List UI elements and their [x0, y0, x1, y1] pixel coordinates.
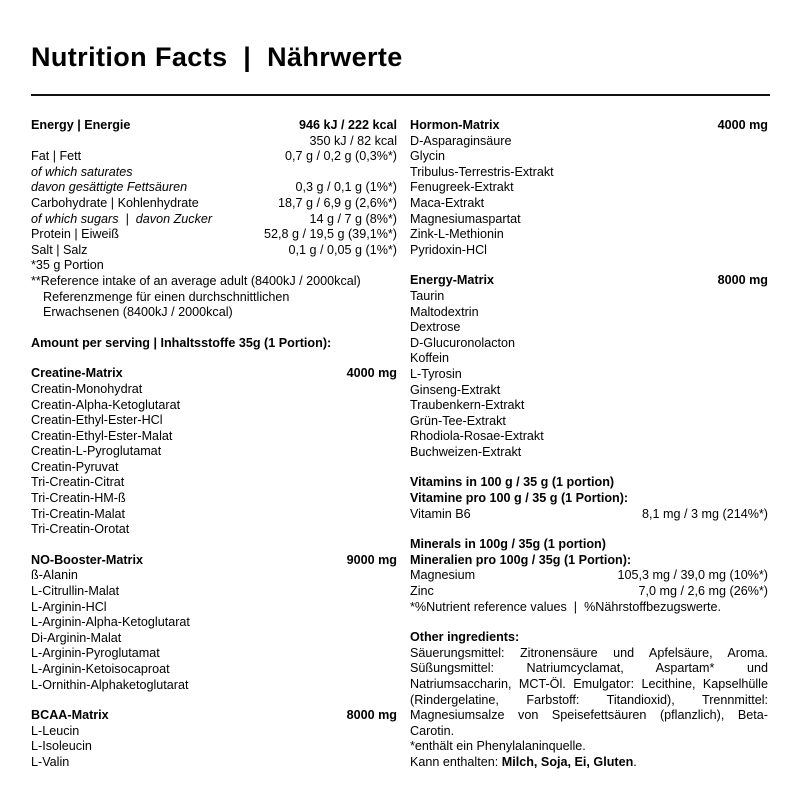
row-label: Carbohydrate | Kohlenhydrate [31, 195, 199, 210]
row-label: NO-Booster-Matrix [31, 552, 143, 567]
ingredient-item: D-Glucuronolacton [410, 335, 515, 350]
ingredient-item: Tri-Creatin-Citrat [31, 475, 125, 490]
right-matrix-list [410, 118, 768, 460]
mineral-row [410, 568, 768, 584]
ingredient-item: L-Arginin-Alpha-Ketoglutarat [31, 615, 190, 630]
row-label: Magnesium [410, 568, 476, 583]
minerals-heading-en: Minerals in 100g / 35g (1 portion) [410, 537, 606, 552]
matrix-block [410, 118, 768, 258]
row-value: 105,3 mg / 39,0 mg (10%*) [617, 568, 768, 583]
minerals-section [410, 537, 768, 615]
ingredient-item: L-Leucin [31, 723, 80, 738]
ingredient-item: L-Isoleucin [31, 739, 92, 754]
allergen-prefix: Kann enthalten: [410, 754, 502, 769]
row-value: 4000 mg [717, 118, 768, 132]
ingredient-item: Maca-Extrakt [410, 195, 485, 210]
ingredient-item: Tri-Creatin-Malat [31, 506, 125, 521]
ingredient-item: Grün-Tee-Extrakt [410, 413, 506, 428]
row-value: 14 g / 7 g (8%*) [309, 211, 397, 226]
matrix-header-row [31, 366, 397, 382]
reference-intake-note [31, 274, 397, 321]
ingredient-item: Dextrose [410, 320, 461, 335]
left-matrix-list [31, 351, 397, 770]
row-value: 350 kJ / 82 kcal [309, 133, 397, 148]
spacer [31, 351, 397, 366]
minerals-heading-de: Mineralien pro 100g / 35g (1 Portion): [410, 552, 632, 567]
ingredient-item: Pyridoxin-HCl [410, 242, 487, 257]
row-label: Protein | Eiweiß [31, 227, 119, 242]
nutrition-row [31, 243, 397, 259]
nutrition-row [31, 118, 397, 134]
reference-note-line-1: **Reference intake of an average adult (8400kJ / 2000kcal) [31, 273, 361, 288]
nutrition-row [31, 149, 397, 165]
ingredient-item: Buchweizen-Extrakt [410, 444, 522, 459]
ingredient-item: Ginseng-Extrakt [410, 382, 501, 397]
ingredient-item: D-Asparaginsäure [410, 133, 512, 148]
ingredient-item: L-Arginin-Ketoisocaproat [31, 662, 170, 676]
matrix-header-row [31, 553, 397, 569]
ingredient-item: L-Tyrosin [410, 366, 462, 381]
ingredient-item: Creatin-Alpha-Ketoglutarat [31, 397, 181, 412]
ingredient-item: Magnesiumaspartat [410, 211, 521, 226]
other-ingredients-section [410, 630, 768, 770]
ingredient-item: Fenugreek-Extrakt [410, 180, 514, 195]
portion-note: *35 g Portion [31, 258, 104, 273]
row-value: 18,7 g / 6,9 g (2,6%*) [277, 195, 397, 210]
spacer [410, 258, 768, 273]
spacer [410, 460, 768, 475]
row-value: 946 kJ / 222 kcal [298, 118, 397, 132]
ingredient-item: L-Arginin-HCl [31, 599, 107, 614]
nutrition-row [31, 196, 397, 212]
right-column [410, 118, 768, 771]
ingredient-item: Maltodextrin [410, 304, 479, 319]
other-ingredients-paragraph: Säuerungsmittel: Zitronensäure und Apfelsäure, Aroma. Süßungsmittel: Natriumcyclamat, Aspartam* und Natriumsaccharin, MCT-Öl. Emulgator: Lecithine, Kapselhülle (Rindergelatine, Farbstoff: Titandioxid), Trennmittel: Magnesiumsalze von Speisefettsäuren (pflanzlich), Beta-Carotin. [410, 645, 768, 738]
nutrient-reference-footnote: *%Nutrient reference values | %Nährstoffbezugswerte. [410, 599, 722, 614]
ingredient-item: Creatin-Ethyl-Ester-HCl [31, 413, 163, 428]
ingredient-item: Traubenkern-Extrakt [410, 398, 525, 413]
vitamins-heading-en: Vitamins in 100 g / 35 g (1 portion) [410, 475, 615, 490]
ingredient-item: Creatin-Ethyl-Ester-Malat [31, 428, 173, 443]
nutrition-table [31, 118, 397, 258]
matrix-block [31, 553, 397, 693]
row-value: 52,8 g / 19,5 g (39,1%*) [263, 227, 397, 242]
spacer [31, 321, 397, 336]
ingredient-item: Tri-Creatin-Orotat [31, 522, 130, 537]
nutrition-row [31, 212, 397, 228]
ingredient-item: Creatin-Pyruvat [31, 459, 119, 474]
matrix-header-row [410, 118, 768, 134]
ingredient-item: Tri-Creatin-HM-ß [31, 491, 126, 506]
row-label: Salt | Salz [31, 242, 88, 257]
ingredient-item: L-Arginin-Pyroglutamat [31, 646, 160, 661]
page-title: Nutrition Facts | Nährwerte [31, 42, 403, 72]
ingredient-item: Koffein [410, 351, 449, 366]
ingredient-item: Rhodiola-Rosae-Extrakt [410, 429, 544, 444]
reference-note-line-2: Referenzmenge für einen durchschnittlichen [43, 289, 290, 304]
matrix-block [31, 708, 397, 770]
ingredient-item: L-Valin [31, 754, 70, 769]
row-label: davon gesättigte Fettsäuren [31, 180, 188, 195]
phenylalanine-note: *enthält ein Phenylalaninquelle. [410, 739, 586, 754]
row-value: 8,1 mg / 3 mg (214%*) [642, 506, 768, 521]
nutrition-row [31, 134, 397, 150]
spacer [31, 538, 397, 553]
ingredient-item: Zink-L-Methionin [410, 227, 504, 242]
amount-per-serving-heading: Amount per serving | Inhaltsstoffe 35g (1 Portion): [31, 335, 332, 350]
row-value: 0,7 g / 0,2 g (0,3%*) [284, 149, 397, 164]
row-label: Hormon-Matrix [410, 118, 500, 132]
mineral-row [410, 584, 768, 600]
ingredient-item: Di-Arginin-Malat [31, 630, 122, 645]
row-label: Creatine-Matrix [31, 366, 123, 381]
row-label: of which saturates [31, 164, 133, 179]
row-label: Zinc [410, 584, 434, 599]
ingredient-item: Creatin-Monohydrat [31, 381, 143, 396]
spacer [410, 615, 768, 630]
ingredient-item: Taurin [410, 288, 445, 303]
ingredient-item: Glycin [410, 149, 445, 164]
minerals-rows [410, 568, 768, 599]
row-value: 7,0 mg / 2,6 mg (26%*) [638, 584, 768, 599]
matrix-header-row [31, 708, 397, 724]
row-label: Fat | Fett [31, 149, 82, 164]
nutrition-row [31, 165, 397, 181]
row-label: Energy-Matrix [410, 273, 494, 288]
allergen-suffix: . [633, 754, 637, 769]
ingredient-item: Creatin-L-Pyroglutamat [31, 444, 162, 459]
spacer [31, 693, 397, 708]
row-value: 9000 mg [346, 552, 397, 567]
row-label: BCAA-Matrix [31, 708, 109, 723]
row-label: Energy | Energie [31, 118, 131, 132]
vitamin-row [410, 507, 768, 523]
other-ingredients-heading: Other ingredients: [410, 630, 520, 645]
vitamins-rows [410, 507, 768, 523]
matrix-block [31, 366, 397, 538]
row-value: 8000 mg [717, 273, 768, 288]
matrix-block [410, 273, 768, 460]
row-value: 0,1 g / 0,05 g (1%*) [288, 242, 397, 257]
page-title-container [31, 40, 770, 74]
allergen-note [410, 755, 768, 771]
vitamins-section [410, 475, 768, 522]
reference-note-line-3: Erwachsenen (8400kJ / 2000kcal) [43, 305, 233, 320]
left-column [31, 118, 397, 771]
spacer [410, 522, 768, 537]
ingredient-item: L-Ornithin-Alphaketoglutarat [31, 677, 189, 692]
nutrition-row [31, 227, 397, 243]
title-divider [31, 94, 770, 96]
ingredient-item: Tribulus-Terrestris-Extrakt [410, 164, 554, 179]
nutrition-row [31, 180, 397, 196]
allergen-list: Milch, Soja, Ei, Gluten [501, 754, 634, 769]
matrix-header-row [410, 273, 768, 289]
row-value: 8000 mg [346, 708, 397, 723]
vitamins-heading-de: Vitamine pro 100 g / 35 g (1 Portion): [410, 491, 629, 506]
row-value: 4000 mg [346, 366, 397, 381]
ingredient-item: ß-Alanin [31, 568, 78, 583]
row-label: of which sugars | davon Zucker [31, 211, 213, 226]
ingredient-item: L-Citrullin-Malat [31, 584, 120, 599]
row-label: Vitamin B6 [410, 506, 471, 521]
row-value: 0,3 g / 0,1 g (1%*) [295, 180, 397, 195]
